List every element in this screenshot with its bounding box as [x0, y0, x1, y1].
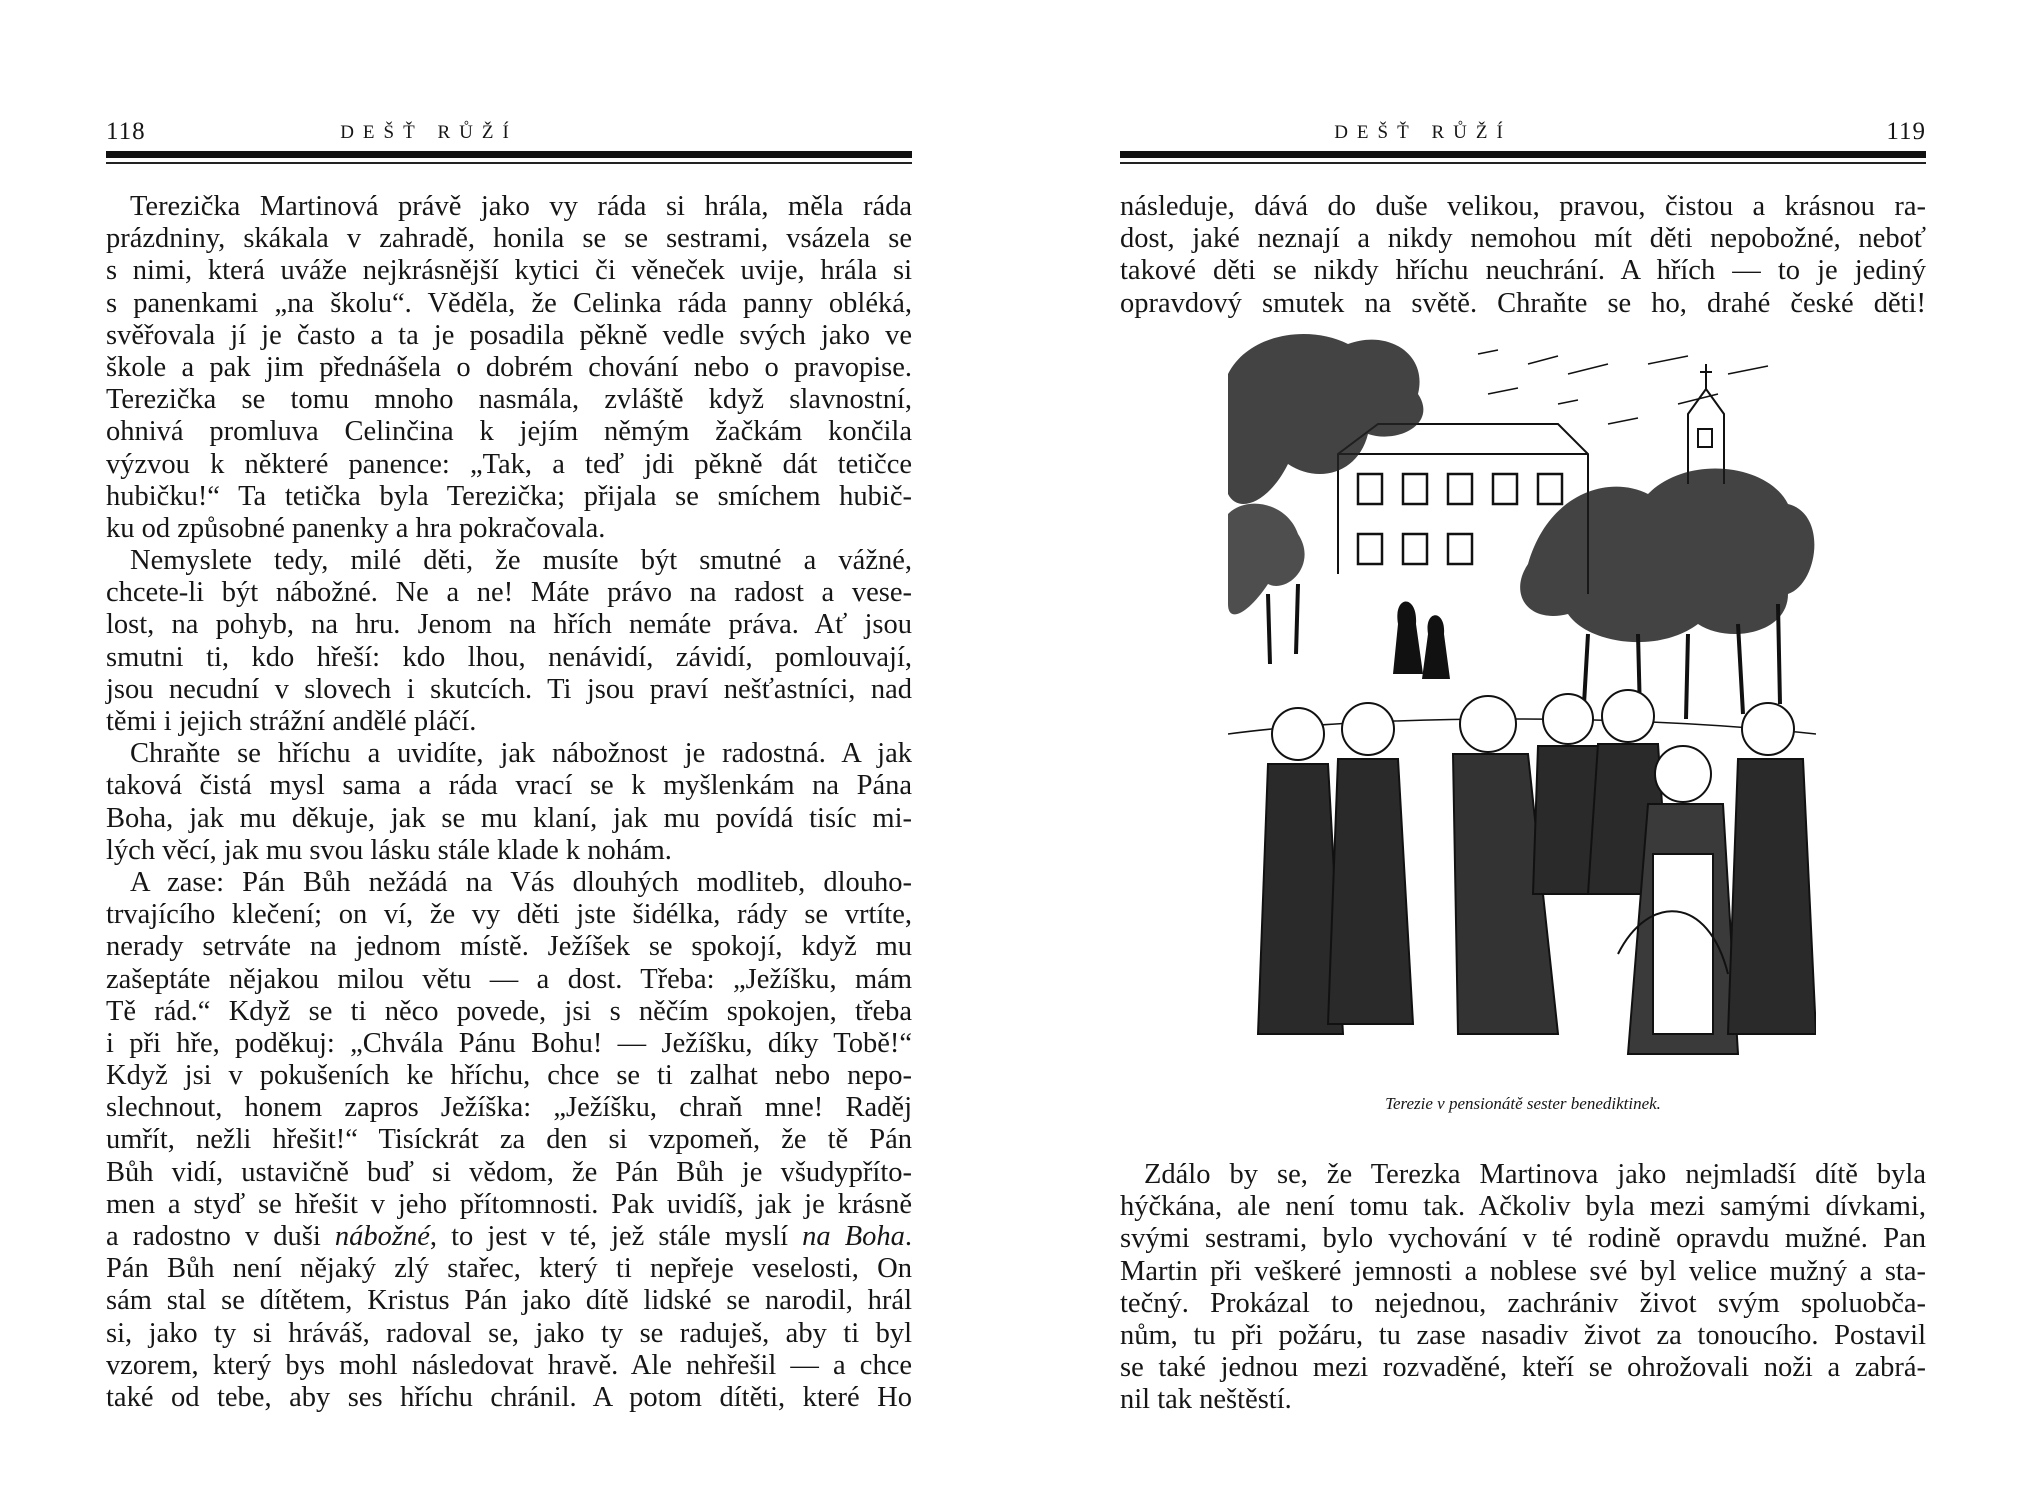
text-line: Nemyslete tedy, milé děti, že musíte být smutné a vážné,: [130, 545, 912, 577]
text-line: následuje, dává do duše velikou, pravou, čistou a krásnou ra-: [1120, 191, 1926, 222]
text-line: dost, jaké neznají a nikdy nemohou mít děti nepobožné, neboť: [1120, 223, 1926, 255]
text-line: svými sestrami, bylo vychování v té rodině opravdu mužné. Pan: [1120, 1223, 1926, 1255]
text-line: i při hře, poděkuj: „Chvála Pánu Bohu! — Ježíšku, díky Tobě!“: [106, 1027, 912, 1059]
running-title: DEŠŤ RŮŽÍ: [340, 122, 518, 143]
text-line: lých věcí, jak mu svou lásku stále klade k nohám.: [106, 834, 672, 866]
trees-left: [1228, 334, 1423, 614]
text-line: prázdniny, skákala v zahradě, honila se se sestrami, vsázela se: [106, 223, 912, 255]
left-page: [106, 0, 912, 1500]
text-line: smutni ti, kdo hřeší: kdo lhou, nenávidí, závidí, pomlouvají,: [106, 641, 912, 673]
text-line: také od tebe, aby ses hříchu chránil. A potom dítěti, které Ho: [106, 1381, 912, 1413]
text-line: Chraňte se hříchu a uvidíte, jak nábožnost je radostná. A jak: [130, 738, 912, 770]
page-header: [1120, 118, 1926, 148]
header-rule-thin: [106, 162, 912, 164]
text-line: výzvou k některé panence: „Tak, a teď jdi pěkně dát tetičce: [106, 448, 912, 480]
header-rule-thin: [1120, 162, 1926, 164]
text-line: tečný. Prokázal to nejednou, zachrániv život svým spoluobča-: [1120, 1287, 1926, 1319]
text-line: těmi i jejich strážní andělé pláčí.: [106, 706, 477, 737]
text-line: Zdálo by se, že Terezka Martinova jako nejmladší dítě byla: [1144, 1159, 1926, 1190]
right-page: [1120, 0, 1926, 1500]
text-line: se také jednou mezi rozvaděné, kteří se ohrožovali noži a zabrá-: [1120, 1352, 1926, 1384]
body-text: [106, 191, 912, 1414]
text-line: hubičku!“ Ta tetička byla Terezička; přijala se smíchem hubič-: [106, 480, 912, 512]
text-line: s panenkami „na školu“. Věděla, že Celinka ráda panny obléká,: [106, 287, 912, 319]
text-line: slechnout, honem zapros Ježíška: „Ježíšku, chraň mne! Raděj: [106, 1092, 912, 1124]
body-text: [1120, 1159, 1926, 1417]
running-title: DEŠŤ RŮŽÍ: [1334, 122, 1512, 143]
text-line: sám stal se dítětem, Kristus Pán jako dítě lidské se narodil, hrál: [106, 1285, 912, 1317]
girls-group: [1258, 690, 1816, 1054]
text-line: Martin při veškeré jemnosti a noblese své byl velice mužný a sta-: [1120, 1255, 1926, 1287]
illustration-caption: Terezie v pensionátě sester benediktinek.: [1385, 1094, 1661, 1113]
text-line: takové děti se nikdy hříchu neuchrání. A hřích — to je jediný: [1120, 255, 1926, 287]
text-line: umřít, nežli hřešit!“ Tisíckrát za den si vzpomeň, že tě Pán: [106, 1124, 912, 1156]
text-segment: , to jest v té, jež stále myslí: [429, 1221, 803, 1252]
text-line: ohnivá promluva Celinčina k jejím němým žačkám končila: [106, 416, 912, 448]
text-line: škole a pak jim přednášela o dobrém chování nebo o pravopise.: [106, 351, 912, 383]
text-line: Bůh vidí, ustavičně buď si vědom, že Pán Bůh je všudypříto-: [106, 1156, 912, 1188]
nuns: [1393, 602, 1450, 680]
text-line: nil tak neštěstí.: [1120, 1384, 1292, 1416]
text-line: zašeptáte nějakou milou větu — a dost. Třeba: „Ježíšku, mám: [106, 963, 912, 995]
text-line: [106, 1221, 912, 1253]
text-line: si, jako ty si hráváš, radoval se, jako ty se raduješ, aby ti byl: [106, 1317, 912, 1349]
text-segment: .: [904, 1221, 913, 1252]
text-line: nerady setrváte na jednom místě. Ježíšek se spokojí, když mu: [106, 931, 912, 963]
text-line: men a styď se hřešit v jeho přítomnosti. Pak uvidíš, jak je krásně: [106, 1188, 912, 1220]
text-line: taková čistá mysl sama a ráda vrací se k myšlenkám na Pána: [106, 770, 912, 802]
sky-hatching: [1478, 350, 1768, 424]
continued-text: [1120, 191, 1926, 320]
text-line: Terezička Martinová právě jako vy ráda si hrála, měla ráda: [130, 191, 912, 222]
church-tower: [1688, 364, 1724, 484]
header-rule-thick: [1120, 151, 1926, 158]
text-line: trvajícího klečení; on ví, že vy děti jste šidélka, rády se vrtíte,: [106, 899, 912, 931]
page-number: 118: [106, 118, 146, 145]
text-line: Terezička se tomu mnoho nasmála, zvláště když slavnostní,: [106, 384, 912, 416]
text-line: svěřovala jí je často a ta je posadila pěkně vedle svých jako ve: [106, 319, 912, 351]
page-header: [106, 118, 912, 148]
text-line: s nimi, která uváže nejkrásnější kytici či věneček uvije, hrála si: [106, 255, 912, 287]
text-line: hýčkána, ale není tomu tak. Ačkoliv byla mezi samými dívkami,: [1120, 1191, 1926, 1223]
text-line: chcete-li být nábožné. Ne a ne! Máte právo na radost a vese-: [106, 577, 912, 609]
text-line: A zase: Pán Bůh nežádá na Vás dlouhých modliteb, dlouho-: [130, 866, 912, 898]
text-line: ku od způsobné panenky a hra pokračovala.: [106, 512, 606, 544]
text-line: opravdový smutek na světě. Chraňte se ho, drahé české děti!: [1120, 287, 1926, 319]
illustration-girls-at-convent: [1228, 334, 1816, 1082]
text-line: nům, tu při požáru, tu zase nasadiv život za tonoucího. Postavil: [1120, 1319, 1926, 1351]
italic-text: na Boha: [802, 1221, 905, 1252]
text-line: Pán Bůh není nějaký zlý stařec, který ti nepřeje veselosti, On: [106, 1253, 912, 1285]
text-line: jsou necudní v slovech i skutcích. Ti jsou praví nešťastníci, nad: [106, 673, 912, 705]
trees-right: [1520, 469, 1814, 643]
text-line: Když jsi v pokušeních ke hříchu, chce se ti zalhat nebo nepo-: [106, 1060, 912, 1092]
page-number: 119: [1886, 118, 1926, 145]
text-segment: a radostno v duši: [106, 1221, 335, 1252]
header-rule-thick: [106, 151, 912, 158]
text-line: Tě rád.“ Když se ti něco povede, jsi s něčím spokojen, třeba: [106, 995, 912, 1027]
italic-text: nábožné: [334, 1221, 430, 1252]
text-line: lost, na pohyb, na hru. Jenom na hřích nemáte práva. Ať jsou: [106, 609, 912, 641]
text-line: vzorem, který bys mohl následovat hravě. Ale nehřešil — a chce: [106, 1349, 912, 1381]
text-line: Boha, jak mu děkuje, jak se mu klaní, jak mu povídá tisíc mi-: [106, 802, 912, 834]
